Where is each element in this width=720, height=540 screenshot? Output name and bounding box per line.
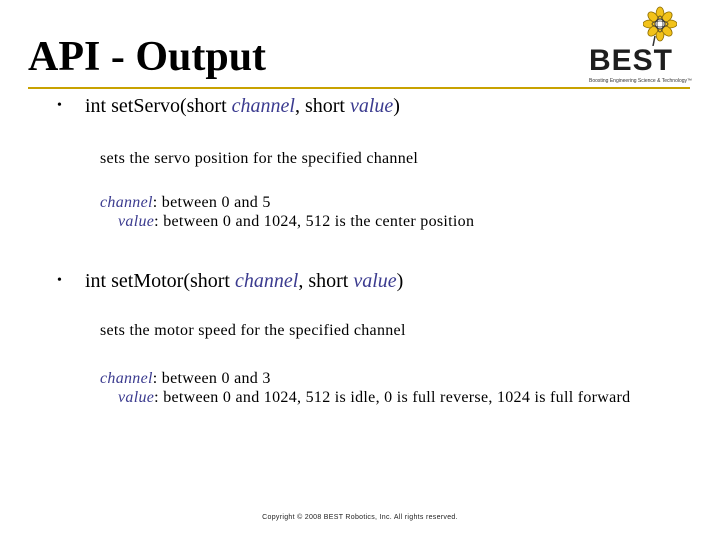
param-value-name: value bbox=[118, 388, 155, 406]
best-logo bbox=[585, 6, 697, 88]
logo-wordmark: BEST bbox=[589, 44, 674, 77]
copyright-footer: Copyright © 2008 BEST Robotics, Inc. All rights reserved. bbox=[262, 514, 458, 521]
sig-mid: , short bbox=[298, 270, 354, 292]
sig-param-channel: channel bbox=[231, 95, 295, 117]
param-value-line bbox=[100, 389, 698, 408]
sig-param-channel: channel bbox=[235, 270, 299, 292]
param-channel-text: : between 0 and 5 bbox=[152, 194, 271, 211]
api-item-signature bbox=[57, 96, 400, 116]
param-channel-name: channel bbox=[100, 370, 153, 387]
slide-title: API - Output bbox=[28, 34, 267, 80]
sig-param-value: value bbox=[353, 270, 397, 292]
sig-mid: , short bbox=[294, 95, 350, 117]
sig-suffix: ) bbox=[393, 95, 400, 117]
sig-prefix: int setMotor(short bbox=[85, 270, 235, 292]
param-value-text: : between 0 and 1024, 512 is the center position bbox=[154, 212, 475, 230]
api-item-signature bbox=[57, 271, 403, 291]
api-item-description: sets the motor speed for the specified channel bbox=[100, 322, 406, 339]
param-channel-line bbox=[100, 370, 698, 389]
param-value-name: value bbox=[118, 212, 155, 230]
param-value-text: : between 0 and 1024, 512 is idle, 0 is full reverse, 1024 is full forward bbox=[154, 388, 631, 406]
param-channel-text: : between 0 and 3 bbox=[152, 370, 271, 387]
sig-param-value: value bbox=[349, 95, 394, 117]
param-channel-name: channel bbox=[100, 194, 153, 211]
logo-tagline: Boosting Engineering Science & Technology™ bbox=[589, 78, 693, 84]
api-item-params bbox=[100, 370, 698, 408]
atom-flower-icon bbox=[643, 6, 677, 46]
param-value-line bbox=[100, 213, 698, 232]
param-channel-line bbox=[100, 194, 698, 213]
bullet-dot: • bbox=[57, 98, 62, 113]
sig-prefix: int setServo(short bbox=[85, 95, 232, 117]
api-item-params bbox=[100, 194, 698, 232]
bullet-dot: • bbox=[57, 273, 62, 288]
api-item-description: sets the servo position for the specified channel bbox=[100, 150, 419, 167]
sig-suffix: ) bbox=[396, 270, 404, 292]
